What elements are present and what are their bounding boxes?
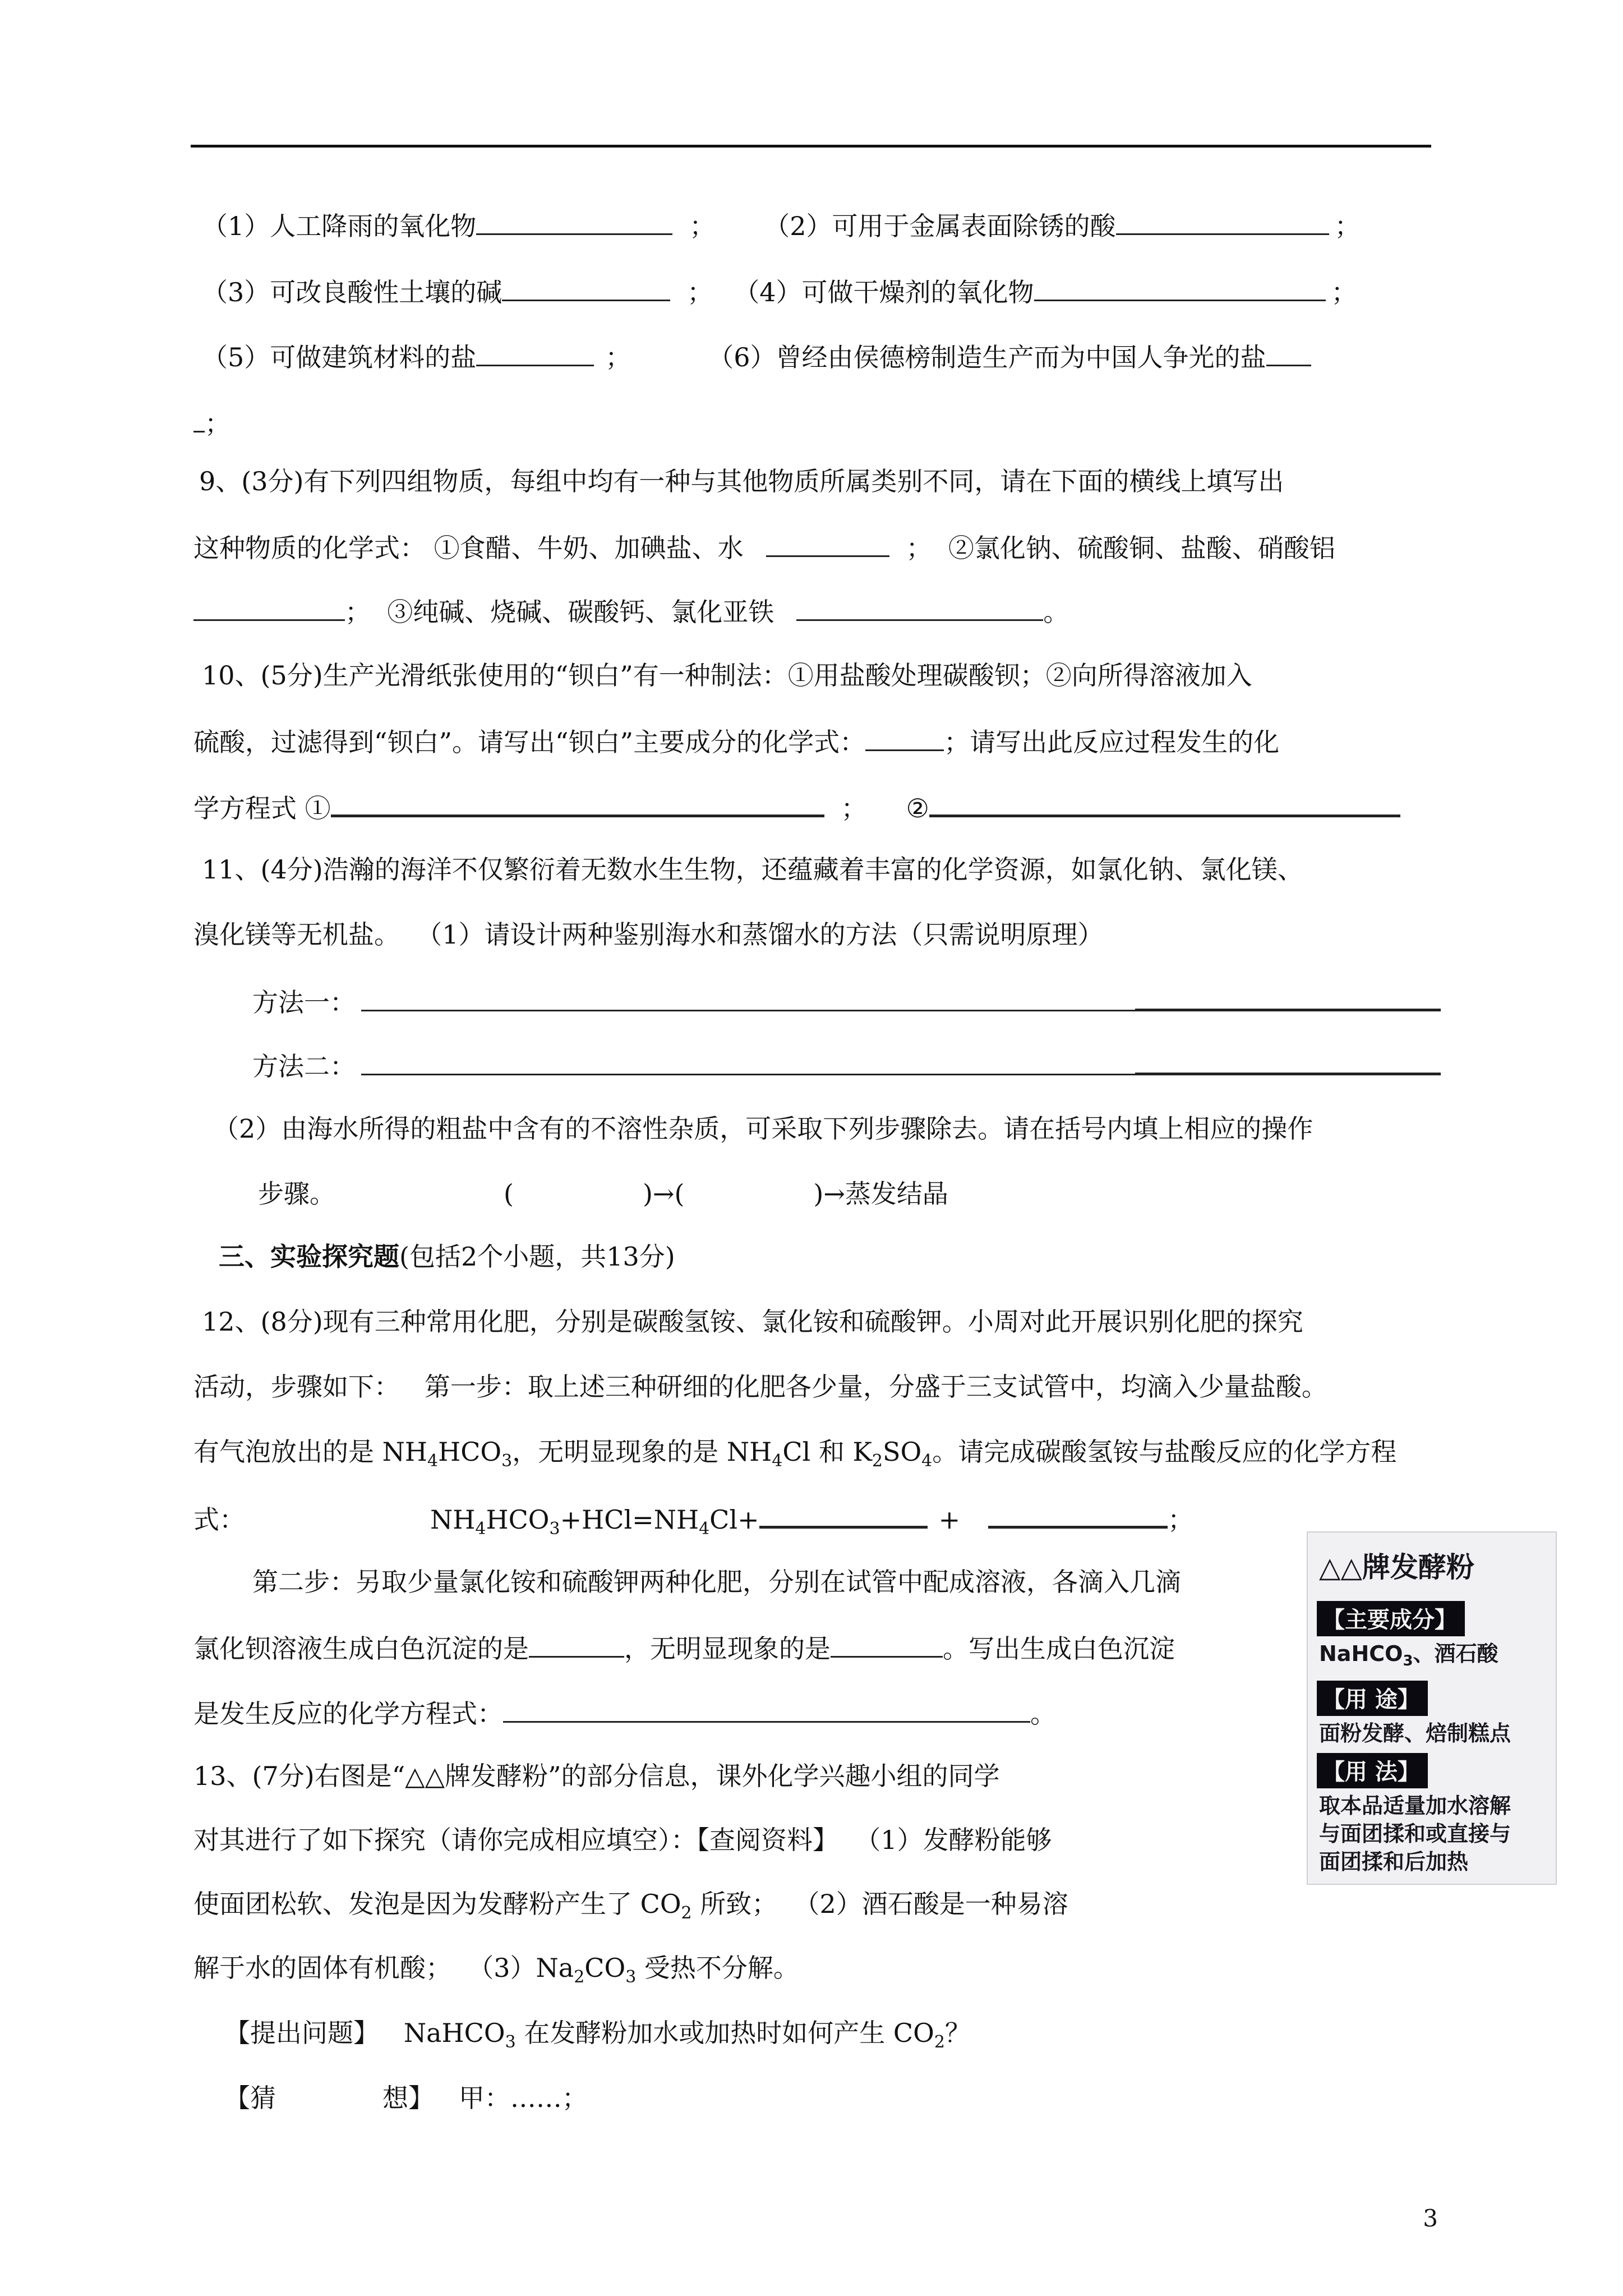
q13-line-6 xyxy=(224,2081,588,2115)
q11-method-2-label: 方法二： xyxy=(252,1051,356,1082)
q8-item-5: （5）可做建筑材料的盐 xyxy=(202,342,477,372)
q12-t6: 。请完成碳酸氢铵与盐酸反应的化学方程 xyxy=(932,1437,1397,1467)
q11-blank-method-2[interactable] xyxy=(361,1048,1135,1075)
label-usage-1: 取本品适量加水溶解 xyxy=(1319,1793,1511,1818)
q8-blank-6-cont[interactable] xyxy=(193,405,205,432)
q12-line-4 xyxy=(193,1500,1193,1546)
label-ingredient-1: NaHCO xyxy=(1319,1641,1403,1666)
q12-sub-2: 3 xyxy=(501,1451,513,1471)
q12-eq-sub-2: 3 xyxy=(549,1519,560,1539)
q8-blank-2[interactable] xyxy=(1116,208,1329,235)
q11-method-2 xyxy=(252,1047,1441,1083)
q12-t7: 氯化钡溶液生成白色沉淀的是 xyxy=(193,1634,529,1664)
q11-line-3: （2）由海水所得的粗盐中含有的不溶性杂质，可采取下列步骤除去。请在括号内填上相应的操作 xyxy=(213,1114,1313,1144)
q8-sep-6: ； xyxy=(205,408,230,439)
q12-blank-none[interactable] xyxy=(831,1630,943,1658)
q11-line-2: 溴化镁等无机盐。 （1）请设计两种鉴别海水和蒸馏水的方法（只需说明原理） xyxy=(193,919,1104,950)
q12-t2: HCO xyxy=(438,1437,502,1467)
q13-t4: CO xyxy=(584,1953,626,1983)
q8-item-4: （4）可做干燥剂的氧化物 xyxy=(746,277,1034,307)
q8-sep-5: ； xyxy=(605,342,631,372)
q9-group-3: ； ③纯碱、烧碱、碳酸钙、氯化亚铁 xyxy=(345,597,774,627)
q12-blank-product-2[interactable] xyxy=(988,1500,1168,1529)
q12-sub-1: 4 xyxy=(427,1451,439,1471)
q8-sep-1: ； xyxy=(689,211,716,241)
q11-blank-method-1b[interactable] xyxy=(1135,983,1441,1011)
q12-eq-t3: +HCl=NH xyxy=(560,1504,699,1535)
q9-line-2 xyxy=(193,530,1335,565)
q13-sub-1: 2 xyxy=(681,1903,692,1923)
q12-blank-equation[interactable] xyxy=(503,1695,1030,1723)
q13-t7: 在发酵粉加水或加热时如何产生 CO xyxy=(515,2018,934,2048)
q10-eq-2-label: ② xyxy=(906,793,929,823)
q12-eq-t1: NH xyxy=(430,1504,476,1535)
q11-steps-label: 步骤。 xyxy=(258,1179,335,1209)
q9-group-1: 这种物质的化学式： ①食醋、牛奶、加碘盐、水 xyxy=(193,533,744,563)
q12-eq-t4: Cl+ xyxy=(709,1504,759,1535)
q11-method-1-label: 方法一： xyxy=(252,987,356,1018)
label-ingredient-2: 、酒石酸 xyxy=(1413,1641,1498,1666)
q13-t2: 所致； （2）酒石酸是一种易溶 xyxy=(691,1889,1068,1919)
section-3-note: (包括2个小题，共13分) xyxy=(399,1241,675,1272)
q12-line-6 xyxy=(193,1630,1175,1665)
q13-sub-4: 3 xyxy=(505,2032,516,2052)
q12-t3: ，无明显现象的是 NH xyxy=(512,1437,772,1467)
q10-eq-1-label: 学方程式 ① xyxy=(193,793,331,823)
q9-blank-2[interactable] xyxy=(193,593,345,621)
q12-blank-white[interactable] xyxy=(529,1630,624,1658)
q12-line-7 xyxy=(193,1695,1056,1731)
q8-sep-2: ； xyxy=(1334,211,1361,241)
q13-t3: 解于水的固体有机酸； （3）Na xyxy=(193,1953,574,1983)
q13-line-2: 对其进行了如下探究（请你完成相应填空）：【查阅资料】 （1）发酵粉能够 xyxy=(193,1825,1052,1855)
q12-sub-5: 4 xyxy=(921,1451,933,1471)
q12-t1: 有气泡放出的是 NH xyxy=(193,1437,427,1467)
q12-t9: 。写出生成白色沉淀 xyxy=(943,1634,1175,1664)
q12-t5: SO xyxy=(882,1437,922,1467)
q12-eq-sub-1: 4 xyxy=(475,1519,486,1539)
label-usage-3: 面团揉和后加热 xyxy=(1319,1849,1469,1874)
q11-method-1 xyxy=(252,983,1441,1019)
label-usage-2: 与面团揉和或直接与 xyxy=(1319,1821,1511,1846)
q11-arrow-2: )→蒸发结晶 xyxy=(813,1179,948,1209)
q11-blank-method-2b[interactable] xyxy=(1135,1047,1441,1075)
q11-arrow-1: )→( xyxy=(642,1179,685,1209)
q9-group-2: ； ②氯化钠、硫酸铜、盐酸、硝酸铝 xyxy=(906,533,1335,563)
q8-blank-6[interactable] xyxy=(1266,339,1311,366)
q8-blank-4[interactable] xyxy=(1034,274,1326,301)
q10-blank-eq-2[interactable] xyxy=(929,789,1400,817)
q10-line-3 xyxy=(193,789,1400,825)
q13-t1: 使面团松软、发泡是因为发酵粉产生了 CO xyxy=(193,1889,681,1919)
q8-row-4 xyxy=(193,405,230,440)
q13-line-1: 13、(7分)右图是“△△牌发酵粉”的部分信息，课外化学兴趣小组的同学 xyxy=(193,1761,1000,1791)
label-uses: 面粉发酵、焙制糕点 xyxy=(1319,1721,1511,1746)
q10-line-1: 10、(5分)生产光滑纸张使用的“钡白”有一种制法：①用盐酸处理碳酸钡；②向所得溶液加入 xyxy=(202,660,1252,691)
q12-t8: ，无明显现象的是 xyxy=(624,1634,831,1664)
q13-line-5 xyxy=(224,2016,971,2059)
page-number: 3 xyxy=(1423,2205,1438,2232)
q12-sub-4: 2 xyxy=(872,1451,883,1471)
q11-line-1: 11、(4分)浩瀚的海洋不仅繁衍着无数水生生物，还蕴藏着丰富的化学资源，如氯化钠、氯化镁、 xyxy=(202,854,1303,885)
q8-item-3: （3）可改良酸性土壤的碱 xyxy=(202,277,502,307)
q10-sep: ； xyxy=(841,793,867,823)
q12-line-3 xyxy=(193,1435,1396,1478)
q13-sub-5: 2 xyxy=(934,2032,945,2052)
q12-sub-3: 4 xyxy=(772,1451,783,1471)
q12-eq-t2: HCO xyxy=(486,1504,550,1535)
q8-row-1 xyxy=(202,208,1361,243)
label-ingredients xyxy=(1319,1640,1544,1675)
q13-sub-2: 2 xyxy=(574,1967,585,1987)
q8-blank-5[interactable] xyxy=(476,339,594,366)
q8-row-2 xyxy=(202,274,1357,309)
q13-t6: 【提出问题】 NaHCO xyxy=(224,2018,505,2048)
q12-eq-plus: + xyxy=(938,1504,961,1535)
q8-item-2: （2）可用于金属表面除锈的酸 xyxy=(777,211,1116,241)
q12-eq-sub-3: 4 xyxy=(699,1519,710,1539)
q12-t4: Cl 和 K xyxy=(782,1437,872,1467)
q13-sub-3: 3 xyxy=(625,1967,637,1987)
q8-sep-3: ； xyxy=(687,277,713,307)
label-heading-ingredients: 【主要成分】 xyxy=(1317,1601,1465,1636)
section-3-title: 三、实验探究题 xyxy=(219,1241,399,1272)
q12-t11: 。 xyxy=(1030,1699,1056,1729)
q12-eq-end: ； xyxy=(1168,1504,1194,1535)
q13-t10: 想】 甲：……； xyxy=(382,2083,588,2113)
label-title: △△牌发酵粉 xyxy=(1319,1551,1474,1584)
q8-item-1: （1）人工降雨的氧化物 xyxy=(202,211,477,241)
q12-line-5: 第二步：另取少量氯化铵和硫酸钾两种化肥，分别在试管中配成溶液，各滴入几滴 xyxy=(252,1567,1181,1597)
q10-text-a: 硫酸，过滤得到“钡白”。请写出“钡白”主要成分的化学式： xyxy=(193,727,866,757)
q10-text-b: ；请写出此反应过程发生的化 xyxy=(944,727,1280,757)
q9-line-1: 9、(3分)有下列四组物质，每组中均有一种与其他物质所属类别不同，请在下面的横线上填写出 xyxy=(199,466,1284,496)
q9-blank-1[interactable] xyxy=(766,530,889,557)
label-heading-uses: 【用 途】 xyxy=(1317,1681,1428,1716)
q12-blank-product-1[interactable] xyxy=(759,1500,928,1529)
section-3-heading xyxy=(219,1240,675,1273)
label-ingredient-sub: 3 xyxy=(1403,1653,1413,1669)
q10-blank-formula[interactable] xyxy=(865,724,944,751)
q8-sep-4: ； xyxy=(1331,277,1357,307)
q11-line-4 xyxy=(258,1177,948,1211)
q10-line-2 xyxy=(193,724,1279,759)
q11-paren-open: ( xyxy=(504,1179,514,1209)
q8-blank-3[interactable] xyxy=(502,274,670,301)
q13-line-3 xyxy=(193,1887,1068,1930)
q11-blank-method-1[interactable] xyxy=(361,984,1135,1011)
q8-blank-1[interactable] xyxy=(476,208,672,235)
header-rule xyxy=(191,145,1431,148)
baking-powder-label-photo xyxy=(1307,1531,1557,1885)
q10-blank-eq-1[interactable] xyxy=(331,789,824,817)
q9-end: 。 xyxy=(1043,597,1069,627)
q9-blank-3[interactable] xyxy=(796,593,1043,621)
label-heading-usage: 【用 法】 xyxy=(1317,1753,1428,1788)
q13-t8: ？ xyxy=(944,2018,971,2048)
q13-t5: 受热不分解。 xyxy=(636,1953,799,1983)
q12-line-2: 活动，步骤如下： 第一步：取上述三种研细的化肥各少量，分盛于三支试管中，均滴入少量盐酸。 xyxy=(193,1372,1327,1402)
q12-eq-label: 式： xyxy=(193,1504,245,1535)
q13-line-4 xyxy=(193,1951,799,1994)
q8-row-3 xyxy=(202,339,1311,374)
q13-t9: 【猜 xyxy=(224,2083,276,2113)
q12-t10: 是发生反应的化学方程式： xyxy=(193,1699,503,1729)
q8-item-6: （6）曾经由侯德榜制造生产而为中国人争光的盐 xyxy=(721,342,1266,372)
q9-line-3 xyxy=(193,593,1069,629)
q12-line-1: 12、(8分)现有三种常用化肥，分别是碳酸氢铵、氯化铵和硫酸钾。小周对此开展识别化肥的探究 xyxy=(202,1306,1303,1337)
